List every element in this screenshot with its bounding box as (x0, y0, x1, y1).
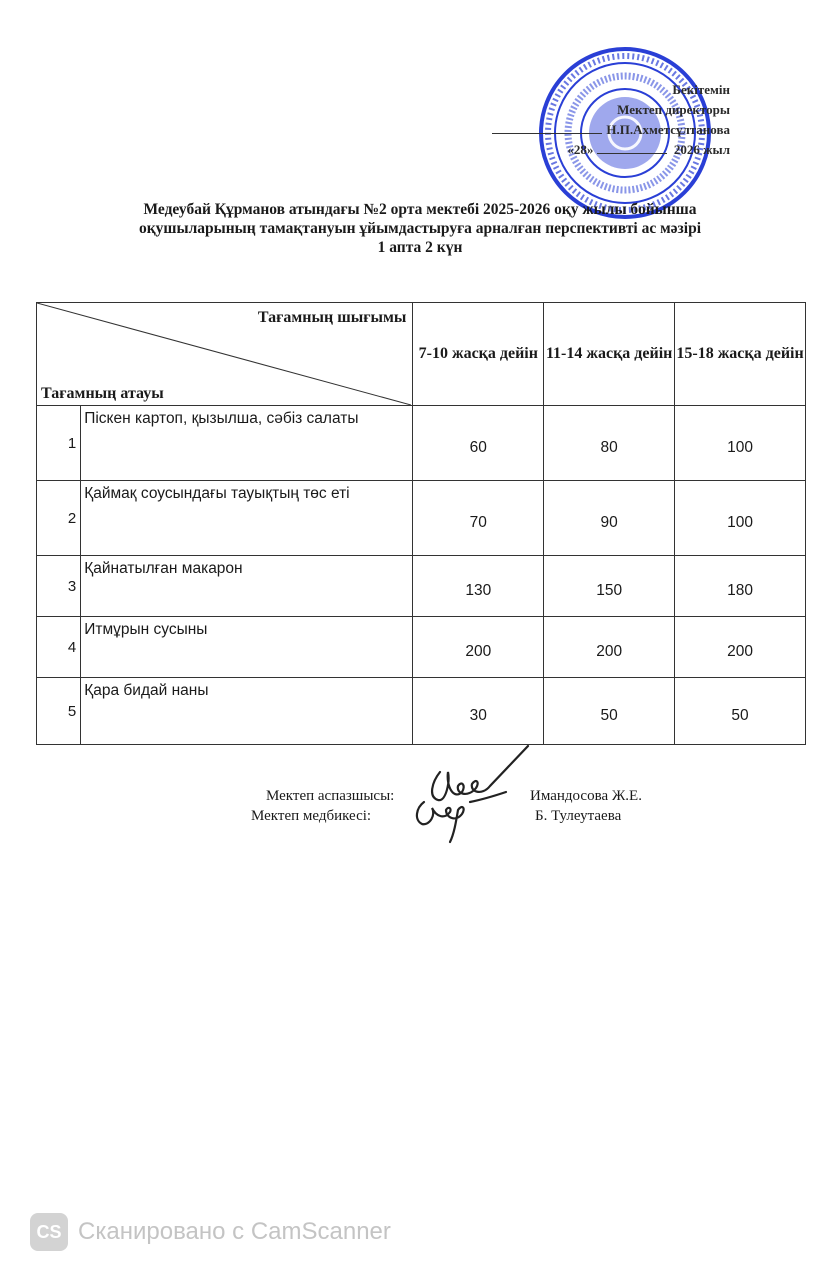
title-line-1: Медеубай Құрманов атындағы №2 орта мектебі 2025-2026 оқу жылы бойынша (143, 201, 697, 218)
portion-7-10: 130 (413, 556, 544, 617)
column-header-11-14: 11-14 жасқа дейін (544, 303, 675, 406)
portion-15-18: 50 (675, 678, 806, 745)
portion-11-14: 90 (544, 481, 675, 556)
table-header-row (37, 303, 806, 406)
row-number: 3 (37, 556, 81, 617)
table-row (37, 678, 806, 745)
table-row (37, 406, 806, 481)
title-line-3: 1 апта 2 күн (377, 239, 463, 256)
column-header-15-18: 15-18 жасқа дейін (675, 303, 806, 406)
nurse-label: Мектеп медбикесі: (251, 808, 372, 824)
header-dish-label: Тағамның атауы (41, 385, 164, 402)
cook-name: Имандосова Ж.Е. (530, 788, 642, 804)
dish-name: Итмұрын сусыны (81, 617, 413, 678)
approval-position: Мектеп директоры (617, 102, 730, 117)
camscanner-watermark (30, 1212, 391, 1252)
portion-15-18: 200 (675, 617, 806, 678)
dish-name: Қара бидай наны (81, 678, 413, 745)
nurse-name: Б. Тулеутаева (535, 808, 622, 824)
approval-heading: Бекітемін (672, 82, 730, 97)
portion-11-14: 80 (544, 406, 675, 481)
diagonal-header-cell (37, 303, 413, 406)
table-row (37, 481, 806, 556)
table-row (37, 556, 806, 617)
header-output-label: Тағамның шығымы (257, 309, 407, 326)
menu-table (36, 302, 806, 745)
portion-7-10: 70 (413, 481, 544, 556)
column-header-7-10: 7-10 жасқа дейін (413, 303, 544, 406)
row-number: 4 (37, 617, 81, 678)
row-number: 2 (37, 481, 81, 556)
portion-11-14: 200 (544, 617, 675, 678)
approval-date: «28» 2026 жыл (567, 142, 730, 157)
title-line-2: оқушыларының тамақтануын ұйымдастыруға арналған перспективті ас мәзірі (138, 220, 702, 237)
dish-name: Қайнатылған макарон (81, 556, 413, 617)
dish-name: Қаймақ соусындағы тауықтың төс еті (81, 481, 413, 556)
portion-11-14: 150 (544, 556, 675, 617)
camscanner-logo: CS (30, 1213, 68, 1251)
approval-director: Н.П.Ахметсұлтанова (470, 120, 730, 140)
portion-15-18: 100 (675, 406, 806, 481)
portion-11-14: 50 (544, 678, 675, 745)
portion-7-10: 60 (413, 406, 544, 481)
approval-block (470, 80, 730, 160)
document-title (60, 200, 780, 257)
cook-label: Мектеп аспазшысы: (266, 788, 395, 804)
row-number: 5 (37, 678, 81, 745)
dish-name: Піскен картоп, қызылша, сәбіз салаты (81, 406, 413, 481)
portion-7-10: 30 (413, 678, 544, 745)
handwritten-signatures (410, 742, 530, 846)
watermark-text: Сканировано с CamScanner (78, 1218, 391, 1245)
portion-15-18: 100 (675, 481, 806, 556)
signature-line (492, 133, 602, 134)
row-number: 1 (37, 406, 81, 481)
portion-15-18: 180 (675, 556, 806, 617)
table-row (37, 617, 806, 678)
portion-7-10: 200 (413, 617, 544, 678)
